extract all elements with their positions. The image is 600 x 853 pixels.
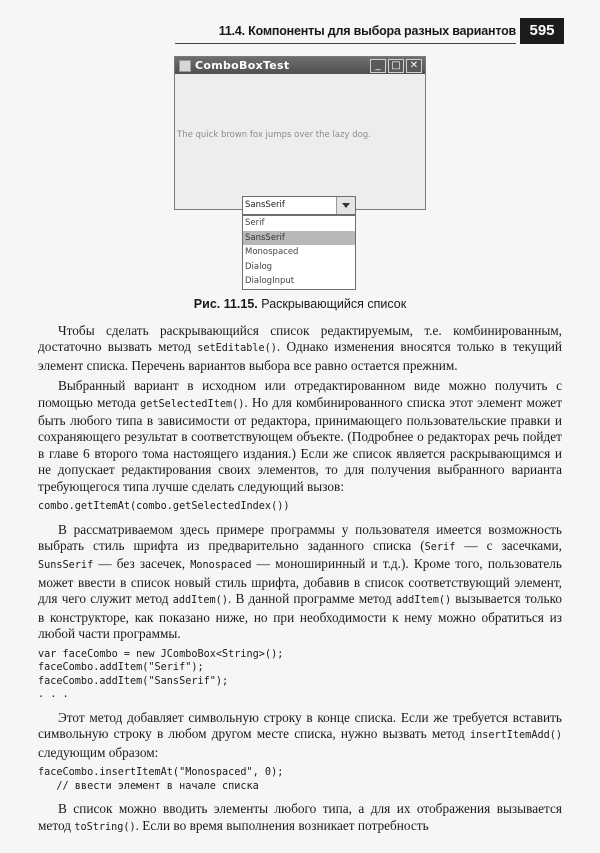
code-block: combo.getItemAt(combo.getSelectedIndex()) [38, 501, 290, 513]
inline-code: insertItemAdd() [469, 730, 562, 742]
window-titlebar[interactable] [175, 57, 425, 74]
minimize-icon[interactable]: _ [370, 59, 386, 73]
close-icon[interactable]: ✕ [406, 59, 422, 73]
running-header-title: 11.4. Компоненты для выбора разных вариантов [218, 24, 516, 38]
combobox-test-window [174, 56, 426, 210]
paragraph: Этот метод добавляет символьную строку в конце списка. Если же требуется вставить символьную строку в любом другом месте списка, нужно вызвать метод insertItemAdd() следующим образом: [38, 709, 562, 760]
inline-code: Monospaced [190, 560, 252, 572]
figure-number: Рис. 11.15. [193, 297, 258, 311]
page-number: 595 [520, 18, 564, 44]
paragraph: Выбранный вариант в исходном или отредактированном виде можно получить с помощью метода getSelectedItem(). Но для комбинированного списка этот элемент может быть любого типа в зависимости от редактора, принимающего пользовательские правки и сохраняющего результат в соответствующем объекте. (Подробнее о редакторах речь пойдет в главе 6 второго тома настоящего издания.) Если же список является раскрывающимся и не допускает редактирования своих элементов, то для получения выбранного варианта требующегося типа лучше сделать следующий вызов: [38, 378, 562, 494]
inline-code: toString() [74, 821, 136, 833]
window-controls [370, 59, 422, 73]
window-title: ComboBoxTest [195, 59, 290, 72]
body-text [38, 323, 562, 840]
inline-code: setEditable() [197, 343, 277, 355]
paragraph: В список можно вводить элементы любого типа, а для их отображения вызывается метод toString(). Если во время выполнения возникает потребность [38, 801, 562, 833]
combo-option-selected[interactable]: SansSerif [243, 231, 355, 246]
header-rule [175, 43, 516, 44]
chevron-down-icon [342, 203, 350, 208]
combo-option[interactable]: DialogInput [245, 276, 295, 286]
java-app-icon [179, 60, 191, 72]
inline-code: getSelectedItem() [140, 398, 245, 410]
page-header [0, 18, 600, 44]
maximize-icon[interactable]: □ [388, 59, 404, 73]
combo-option[interactable]: Dialog [245, 261, 273, 272]
figure-caption [0, 297, 600, 311]
inline-code: Serif [424, 542, 456, 554]
inline-code: addItem() [172, 595, 228, 607]
inline-code: SunsSerif [38, 560, 94, 572]
combo-option[interactable]: Monospaced [245, 247, 299, 257]
figure-title: Раскрывающийся список [261, 297, 407, 311]
inline-code: addItem() [395, 595, 452, 607]
code-block: faceCombo.insertItemAt("Monospaced", 0); // ввести элемент в начале списка [38, 767, 284, 792]
paragraph: Чтобы сделать раскрывающийся список редактируемым, т.е. комбинированным, достаточно вызвать метод setEditable(). Однако изменения вносятся только в текущий элемент списка. Перечень вариантов выбора все равно остается прежним. [38, 323, 563, 373]
combo-dropdown-list [242, 215, 356, 290]
combo-dropdown-button[interactable] [336, 197, 355, 214]
combo-selected-value: SansSerif [245, 200, 285, 210]
paragraph: В рассматриваемом здесь примере программы у пользователя имеется возможность выбрать стиль шрифта из предварительно заданного списка (Serif — с засечками, SunsSerif — без засечек, Monospaced — моноширинный и т.д.). Кроме того, пользователь может ввести в список новый стиль шрифта, добавив в список соответствующий элемент, для чего служит метод addItem(). В данной программе метод addItem() вызывается только в конструкторе, как показано ниже, но при необходимости к нему можно обратиться из любой части программы. [38, 521, 563, 642]
font-combo-box[interactable] [242, 196, 356, 215]
combo-option[interactable]: Serif [245, 218, 265, 228]
sample-text-label: The quick brown fox jumps over the lazy dog. [177, 130, 371, 140]
code-block: var faceCombo = new JComboBox<String>(); faceCombo.addItem("Serif"); faceCombo.addItem("SansSerif"); . . . [38, 648, 284, 701]
